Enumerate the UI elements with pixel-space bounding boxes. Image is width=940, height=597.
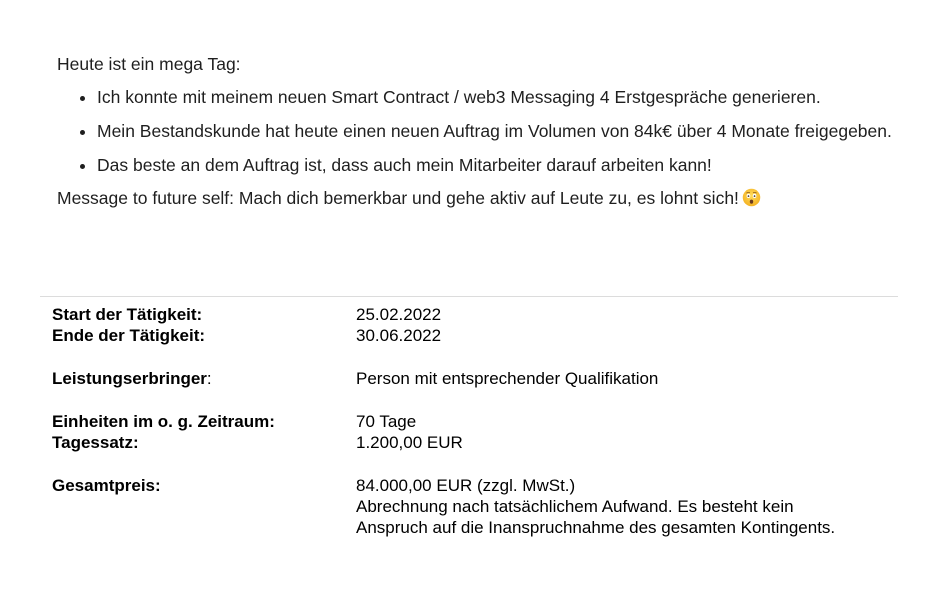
bullet-item: • Mein Bestandskunde hat heute einen neuen Auftrag im Volumen von 84k€ über 4 Monate freigegeben.	[97, 119, 907, 144]
total-value: 84.000,00 EUR (zzgl. MwSt.)	[356, 476, 576, 495]
total-label: Gesamtpreis:	[52, 476, 161, 495]
total-value-block	[356, 475, 912, 538]
end-value: 30.06.2022	[356, 326, 442, 345]
units-value: 70 Tage	[356, 412, 417, 431]
provider-value: Person mit entsprechender Qualifikation	[356, 369, 659, 388]
bullet-item: • Das beste an dem Auftrag ist, dass auch mein Mitarbeiter darauf arbeiten kann!	[97, 153, 907, 178]
contract-row-end	[52, 325, 912, 346]
post-intro: Heute ist ein mega Tag:	[57, 54, 241, 74]
contract-row-start	[52, 304, 912, 325]
bullet-item: • Ich konnte mit meinem neuen Smart Contract / web3 Messaging 4 Erstgespräche generieren.	[97, 85, 907, 110]
end-label: Ende der Tätigkeit:	[52, 326, 206, 345]
rate-value: 1.200,00 EUR	[356, 433, 463, 452]
provider-label-colon: :	[206, 369, 212, 388]
start-value: 25.02.2022	[356, 305, 442, 324]
contract-row-rate	[52, 432, 912, 453]
astonished-face-icon	[742, 188, 761, 207]
units-label: Einheiten im o. g. Zeitraum:	[52, 412, 275, 431]
rate-label: Tagessatz:	[52, 433, 139, 452]
start-label: Start der Tätigkeit:	[52, 305, 203, 324]
contract-row-provider	[52, 368, 912, 389]
post-text	[57, 52, 907, 211]
contract-excerpt	[52, 304, 912, 538]
post-closing	[57, 186, 907, 211]
provider-label	[52, 368, 356, 389]
total-note-line-2: Anspruch auf die Inanspruchnahme des gesamten Kontingents.	[356, 518, 836, 537]
contract-row-total	[52, 475, 912, 538]
bullet-list	[57, 85, 907, 178]
post-closing-text: Message to future self: Mach dich bemerkbar und gehe aktiv auf Leute zu, es lohnt sich!	[57, 188, 739, 208]
total-note-line-1: Abrechnung nach tatsächlichem Aufwand. Es besteht kein	[356, 497, 794, 516]
provider-label-text: Leistungserbringer	[52, 369, 207, 388]
section-divider	[40, 296, 898, 297]
contract-row-units	[52, 411, 912, 432]
